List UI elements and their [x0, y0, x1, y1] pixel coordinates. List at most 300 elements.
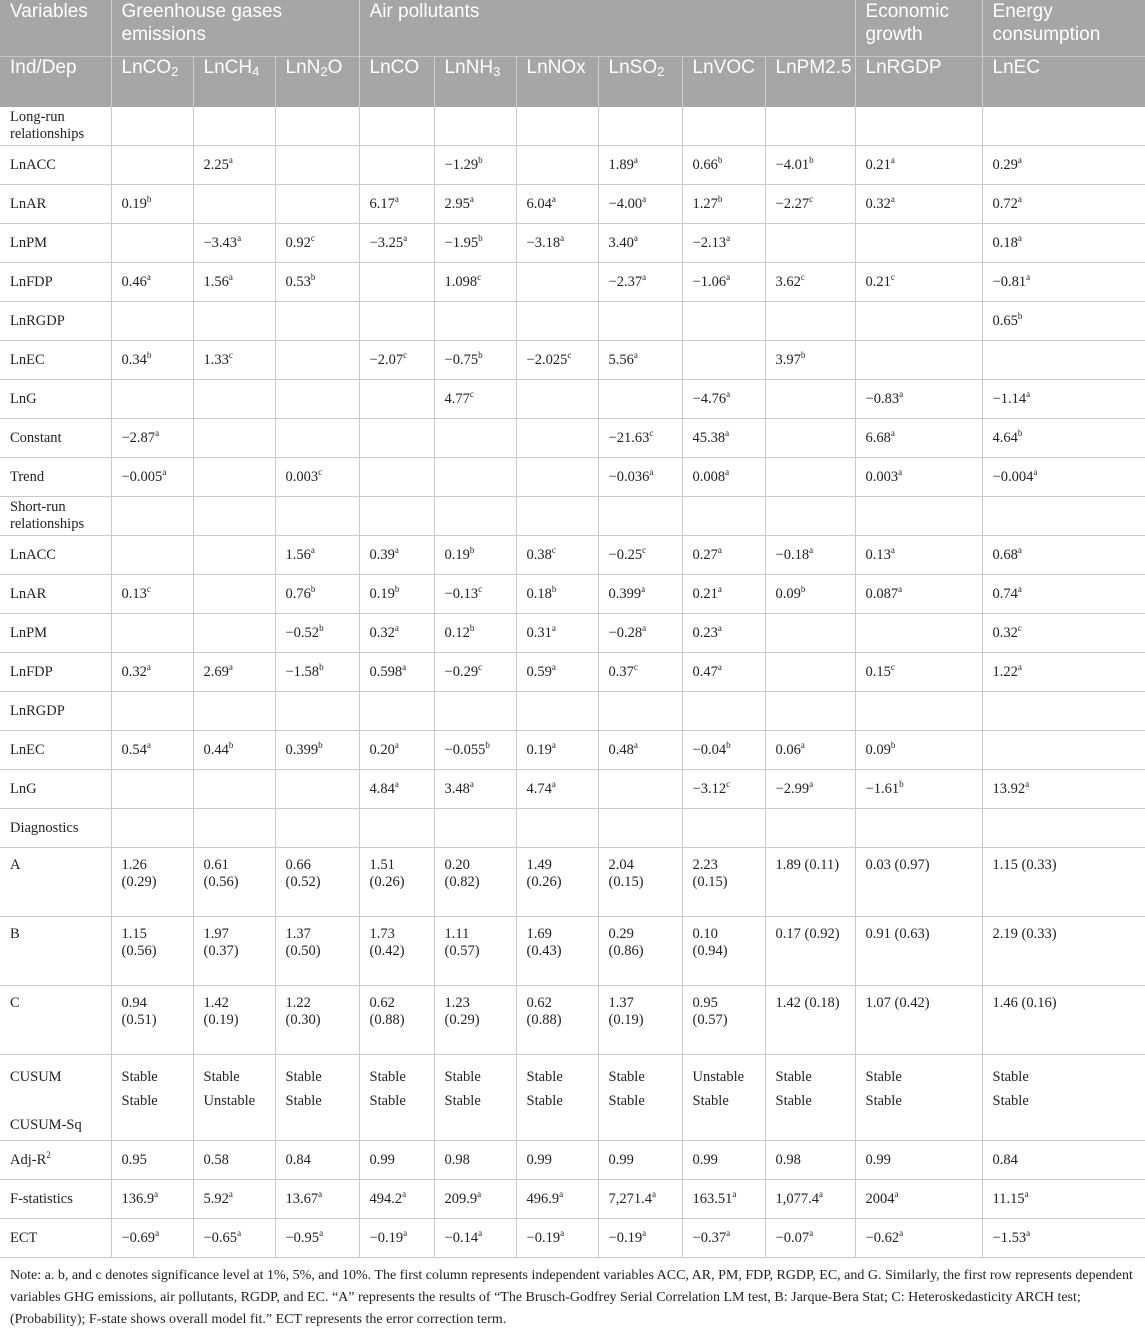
cell-value: −0.62	[865, 1229, 900, 1246]
column-header	[982, 57, 1145, 108]
empty-cell	[275, 809, 359, 848]
empty-cell	[682, 107, 765, 146]
cell-value: 0.09	[865, 741, 891, 758]
significance-marker: b	[310, 271, 316, 282]
table-cell	[516, 146, 598, 185]
cell-value: 1.46 (0.16)	[992, 995, 1057, 1011]
significance-marker: a	[633, 232, 638, 243]
table-cell	[855, 146, 982, 185]
row-label	[0, 458, 111, 497]
table-cell	[111, 575, 193, 614]
table-cell	[359, 536, 434, 575]
table-cell	[516, 653, 598, 692]
cell-value: −0.18	[775, 546, 810, 563]
empty-cell	[855, 107, 982, 146]
table-cell	[275, 614, 359, 653]
cell-value: Stable	[203, 1069, 240, 1085]
cell-value: −0.07	[775, 1229, 810, 1246]
cell-value: 0.399	[608, 585, 642, 602]
significance-marker: a	[1026, 271, 1031, 282]
significance-marker: c	[890, 661, 895, 672]
cell-value: −2.07	[369, 351, 404, 368]
cell-value: −4.76	[692, 390, 727, 407]
empty-cell	[855, 497, 982, 536]
table-cell	[359, 1180, 434, 1219]
significance-marker: a	[1017, 583, 1022, 594]
table-cell	[682, 1141, 765, 1180]
table-cell	[765, 341, 855, 380]
significance-marker: a	[237, 232, 242, 243]
significance-marker: b	[1017, 310, 1023, 321]
table-cell	[111, 1141, 193, 1180]
cell-value: −0.19	[526, 1229, 561, 1246]
table-cell	[111, 1219, 193, 1258]
table-cell	[982, 917, 1145, 986]
significance-marker: a	[1033, 466, 1038, 477]
cell-value: −0.004	[992, 468, 1034, 485]
table-cell	[516, 692, 598, 731]
table-cell	[598, 575, 682, 614]
table-cell	[434, 770, 516, 809]
table-cell	[765, 1055, 855, 1141]
table-cell	[598, 302, 682, 341]
cell-value: 3.97	[775, 351, 801, 368]
row-label	[0, 224, 111, 263]
cell-value: (0.52)	[285, 874, 321, 890]
cell-value: 0.32	[121, 663, 147, 680]
significance-marker: a	[898, 466, 903, 477]
cell-value: Stable	[526, 1093, 563, 1109]
table-cell	[111, 341, 193, 380]
significance-marker: b	[146, 349, 152, 360]
table-cell	[193, 1180, 275, 1219]
significance-marker: a	[725, 466, 730, 477]
column-header-label: LnN	[285, 57, 321, 78]
cell-value: 0.06	[775, 741, 801, 758]
significance-marker: c	[649, 427, 654, 438]
table-cell	[982, 185, 1145, 224]
table-cell	[434, 692, 516, 731]
table-cell	[982, 263, 1145, 302]
cell-value: 0.32	[865, 195, 891, 212]
table-cell	[982, 146, 1145, 185]
table-cell	[193, 575, 275, 614]
table-cell	[598, 146, 682, 185]
empty-cell	[982, 809, 1145, 848]
significance-marker: b	[890, 739, 896, 750]
table-cell	[765, 185, 855, 224]
significance-marker: b	[726, 739, 731, 750]
cell-value: −4.00	[608, 195, 643, 212]
table-row	[0, 341, 1145, 380]
table-cell	[516, 1219, 598, 1258]
cell-value: 0.15	[865, 663, 891, 680]
cell-value: 2.25	[203, 156, 229, 173]
table-cell	[359, 614, 434, 653]
column-header	[111, 57, 193, 108]
empty-cell	[598, 107, 682, 146]
table-cell	[434, 848, 516, 917]
table-cell	[193, 146, 275, 185]
table-row	[0, 653, 1145, 692]
cell-value: 494.2	[369, 1190, 403, 1207]
table-cell	[434, 614, 516, 653]
table-cell	[516, 917, 598, 986]
cell-value: 11.15	[992, 1190, 1025, 1207]
column-header	[434, 57, 516, 108]
row-label-text: LnACC	[10, 156, 56, 173]
section-row	[0, 107, 1145, 146]
cell-value: 3.62	[775, 273, 801, 290]
cell-value: −0.13	[444, 585, 479, 602]
table-cell	[682, 653, 765, 692]
cell-value: 0.34	[121, 351, 147, 368]
cell-value: 4.64	[992, 429, 1018, 446]
significance-marker: a	[732, 1188, 737, 1199]
significance-marker: a	[559, 1188, 564, 1199]
cell-value: −2.37	[608, 273, 643, 290]
cell-value: (0.19)	[203, 1012, 239, 1028]
row-label	[0, 614, 111, 653]
cell-value: 0.72	[992, 195, 1018, 212]
cell-value: Stable	[992, 1093, 1029, 1109]
table-row	[0, 146, 1145, 185]
cell-value: 0.65	[992, 312, 1018, 329]
significance-marker: c	[800, 271, 805, 282]
cell-value: 7,271.4	[608, 1190, 653, 1207]
significance-marker: a	[642, 622, 647, 633]
significance-marker: c	[809, 193, 814, 204]
table-cell	[682, 419, 765, 458]
row-label	[0, 692, 111, 731]
cell-value: 2.23	[692, 857, 718, 873]
table-row	[0, 380, 1145, 419]
column-header-label: LnPM2.5	[775, 57, 852, 78]
table-cell	[275, 731, 359, 770]
cell-value: (0.57)	[444, 943, 480, 959]
cell-value: 3.48	[444, 780, 470, 797]
cell-value: 0.18	[992, 234, 1018, 251]
cell-value: Stable	[608, 1069, 645, 1085]
table-cell	[682, 341, 765, 380]
table-cell	[598, 341, 682, 380]
significance-marker: b	[469, 622, 475, 633]
significance-marker: c	[642, 544, 647, 555]
subscript: 3	[493, 64, 501, 79]
table-cell	[111, 731, 193, 770]
cell-value: −0.036	[608, 468, 650, 485]
cell-value: (0.50)	[285, 943, 321, 959]
table-cell	[275, 1219, 359, 1258]
table-cell	[111, 380, 193, 419]
table-cell	[855, 848, 982, 917]
table-cell	[516, 341, 598, 380]
table-cell	[855, 731, 982, 770]
cell-value: −0.055	[444, 741, 486, 758]
cell-value: (0.57)	[692, 1012, 728, 1028]
table-cell	[434, 458, 516, 497]
cell-value: 1.37	[285, 926, 311, 942]
cell-value: 0.29	[992, 156, 1018, 173]
table-cell	[982, 380, 1145, 419]
cell-value: −0.19	[608, 1229, 643, 1246]
table-cell	[111, 146, 193, 185]
cell-value: 0.99	[369, 1151, 395, 1168]
table-cell	[434, 302, 516, 341]
table-cell	[598, 986, 682, 1055]
empty-cell	[516, 497, 598, 536]
significance-marker: c	[890, 271, 895, 282]
significance-marker: b	[1017, 427, 1023, 438]
table-cell	[359, 458, 434, 497]
table-cell	[275, 653, 359, 692]
table-row	[0, 770, 1145, 809]
significance-marker: a	[1026, 1227, 1031, 1238]
empty-cell	[359, 107, 434, 146]
significance-marker: a	[1026, 388, 1031, 399]
table-cell	[682, 536, 765, 575]
row-label-text: LnEC	[10, 351, 45, 368]
table-cell	[516, 302, 598, 341]
significance-marker: a	[717, 622, 722, 633]
cell-value: (0.56)	[203, 874, 239, 890]
table-cell	[598, 185, 682, 224]
cell-value: 6.68	[865, 429, 891, 446]
table-cell	[275, 146, 359, 185]
table-cell	[193, 614, 275, 653]
empty-cell	[982, 107, 1145, 146]
significance-marker: a	[469, 193, 474, 204]
empty-cell	[765, 809, 855, 848]
table-cell	[193, 224, 275, 263]
table-cell	[682, 1180, 765, 1219]
table-cell	[598, 1055, 682, 1141]
cell-value: Stable	[285, 1069, 322, 1085]
cell-value: −3.25	[369, 234, 404, 251]
table-cell	[275, 917, 359, 986]
column-header	[359, 57, 434, 108]
significance-marker: a	[394, 193, 399, 204]
table-cell	[765, 692, 855, 731]
cell-value: 0.003	[285, 468, 319, 485]
table-cell	[193, 1141, 275, 1180]
table-cell	[359, 185, 434, 224]
table-cell	[855, 986, 982, 1055]
cell-value: 0.20	[444, 857, 470, 873]
table-cell	[855, 692, 982, 731]
cell-value: 0.91 (0.63)	[865, 926, 930, 942]
row-label-text: Constant	[10, 429, 62, 446]
row-label-text: C	[10, 995, 20, 1011]
row-label-text: Trend	[10, 468, 45, 485]
cell-value: 0.95	[692, 995, 718, 1011]
cell-value: (0.37)	[203, 943, 239, 959]
cell-value: −0.19	[369, 1229, 404, 1246]
table-cell	[359, 1219, 434, 1258]
column-header	[598, 57, 682, 108]
cell-value: (0.19)	[608, 1012, 644, 1028]
table-cell	[765, 848, 855, 917]
cell-value: 0.46	[121, 273, 147, 290]
table-cell	[516, 848, 598, 917]
significance-marker: a	[726, 388, 731, 399]
cell-value: (0.88)	[526, 1012, 562, 1028]
significance-marker: a	[890, 427, 895, 438]
table-cell	[111, 770, 193, 809]
significance-marker: a	[633, 349, 638, 360]
table-cell	[193, 302, 275, 341]
header-column-row	[0, 57, 1145, 108]
table-cell	[982, 536, 1145, 575]
empty-cell	[111, 107, 193, 146]
table-cell	[359, 575, 434, 614]
table-cell	[193, 692, 275, 731]
table-cell	[275, 458, 359, 497]
cell-value: 0.13	[865, 546, 891, 563]
cell-value: −3.43	[203, 234, 238, 251]
table-cell	[855, 770, 982, 809]
table-cell	[434, 986, 516, 1055]
cell-value: 0.598	[369, 663, 403, 680]
cell-value: 0.62	[369, 995, 395, 1011]
table-cell	[359, 917, 434, 986]
table-cell	[598, 653, 682, 692]
row-label-text: LnFDP	[10, 273, 53, 290]
row-label	[0, 1055, 111, 1141]
table-row	[0, 263, 1145, 302]
significance-marker: a	[1017, 661, 1022, 672]
table-cell	[598, 458, 682, 497]
table-cell	[982, 419, 1145, 458]
significance-marker: b	[478, 349, 483, 360]
row-label-line: CUSUM	[10, 1069, 62, 1085]
table-cell	[359, 653, 434, 692]
significance-marker: b	[717, 154, 723, 165]
significance-marker: a	[551, 661, 556, 672]
table-cell	[855, 1180, 982, 1219]
significance-marker: a	[394, 622, 399, 633]
cell-value: Stable	[865, 1093, 902, 1109]
table-cell	[982, 770, 1145, 809]
table-cell	[982, 731, 1145, 770]
cell-value: (0.43)	[526, 943, 562, 959]
cell-value: Stable	[121, 1093, 158, 1109]
header-group: Air pollutants	[359, 0, 855, 57]
table-cell	[765, 536, 855, 575]
row-label	[0, 770, 111, 809]
cell-value: 1.56	[285, 546, 311, 563]
table-cell	[982, 341, 1145, 380]
table-cell	[275, 380, 359, 419]
significance-marker: a	[649, 466, 654, 477]
table-row	[0, 224, 1145, 263]
header-group: Greenhouse gases emissions	[111, 0, 359, 57]
table-cell	[434, 731, 516, 770]
column-header-label: LnCO	[369, 57, 420, 78]
table-cell	[111, 458, 193, 497]
column-header	[765, 57, 855, 108]
significance-marker: a	[725, 427, 730, 438]
cell-value: −0.52	[285, 624, 320, 641]
header-group: Variables	[0, 0, 111, 57]
table-cell	[682, 848, 765, 917]
cell-value: −1.58	[285, 663, 320, 680]
significance-marker: a	[890, 544, 895, 555]
cell-value: 2.95	[444, 195, 470, 212]
cell-value: 2.04	[608, 857, 634, 873]
cell-value: 4.74	[526, 780, 552, 797]
cell-value: −1.06	[692, 273, 727, 290]
cell-value: −2.27	[775, 195, 810, 212]
cell-value: Unstable	[203, 1093, 256, 1109]
significance-marker: a	[890, 154, 895, 165]
cell-value: Stable	[692, 1093, 729, 1109]
significance-marker: b	[800, 583, 806, 594]
table-cell	[982, 575, 1145, 614]
empty-cell	[765, 497, 855, 536]
table-cell	[111, 653, 193, 692]
column-header-label: LnEC	[992, 57, 1041, 78]
empty-cell	[434, 107, 516, 146]
table-cell	[516, 770, 598, 809]
empty-cell	[434, 497, 516, 536]
significance-marker: a	[394, 739, 399, 750]
table-cell	[359, 263, 434, 302]
cell-value: Unstable	[692, 1069, 745, 1085]
table-cell	[598, 1141, 682, 1180]
table-cell	[598, 1219, 682, 1258]
row-label	[0, 848, 111, 917]
cell-value: 0.53	[285, 273, 311, 290]
empty-cell	[111, 497, 193, 536]
column-header-label: Ind/Dep	[10, 57, 77, 78]
significance-marker: b	[318, 739, 323, 750]
cell-value: 1.73	[369, 926, 395, 942]
table-cell	[111, 1055, 193, 1141]
table-cell	[765, 917, 855, 986]
row-label	[0, 185, 111, 224]
cell-value: 6.04	[526, 195, 552, 212]
significance-marker: a	[898, 583, 903, 594]
significance-marker: a	[1017, 154, 1022, 165]
table-cell	[193, 731, 275, 770]
table-cell	[765, 770, 855, 809]
table-cell	[598, 731, 682, 770]
empty-cell	[193, 107, 275, 146]
significance-marker: c	[469, 388, 474, 399]
cell-value: 0.66	[692, 156, 718, 173]
significance-marker: c	[318, 466, 323, 477]
table-cell	[275, 1180, 359, 1219]
table-cell	[516, 380, 598, 419]
table-cell	[275, 419, 359, 458]
cell-value: 0.21	[692, 585, 718, 602]
significance-marker: c	[146, 583, 151, 594]
significance-marker: a	[319, 1227, 324, 1238]
significance-marker: a	[726, 271, 731, 282]
table-cell	[359, 419, 434, 458]
cell-value: 4.77	[444, 390, 470, 407]
table-cell	[193, 185, 275, 224]
empty-cell	[111, 809, 193, 848]
cell-value: −2.99	[775, 780, 810, 797]
table-row	[0, 848, 1145, 917]
table-cell	[359, 302, 434, 341]
significance-marker: a	[551, 193, 556, 204]
table-cell	[275, 536, 359, 575]
cell-value: 0.74	[992, 585, 1018, 602]
empty-cell	[855, 809, 982, 848]
